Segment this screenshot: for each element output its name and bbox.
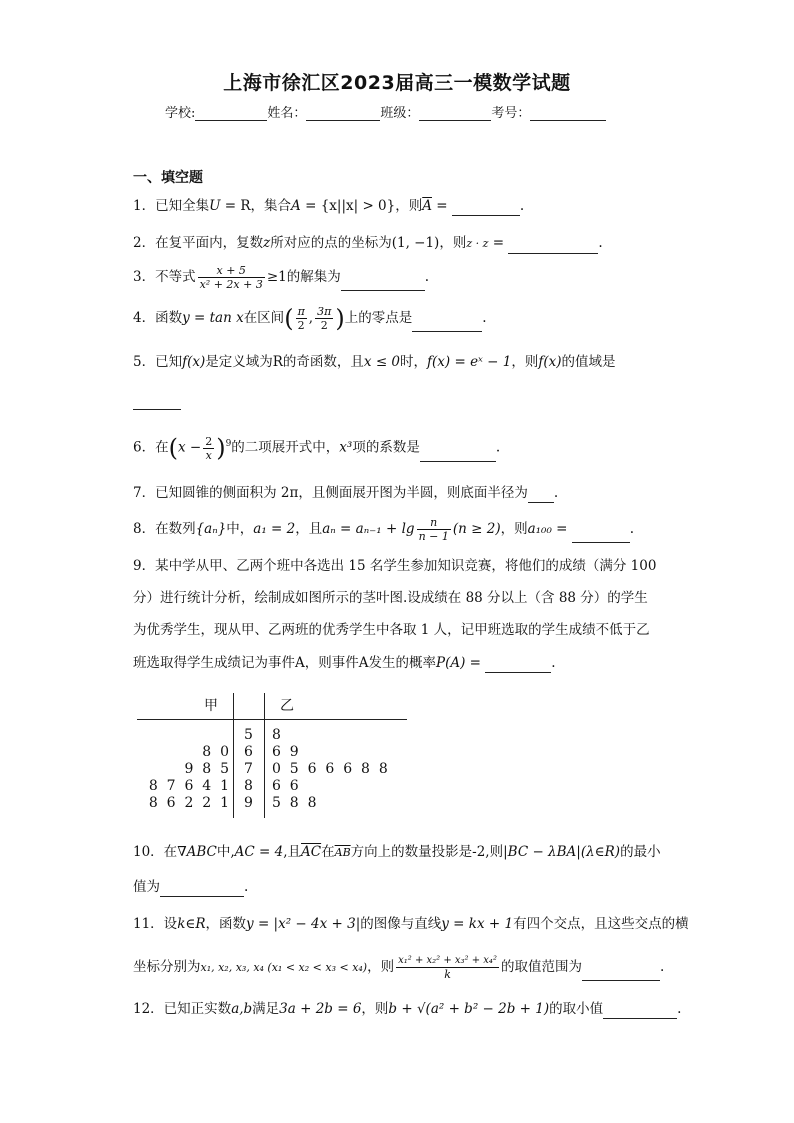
question-6: 6．在(x − $\frac{2}{x}$ )$^9$的二项展开式中，x³项的系数是 . bbox=[133, 434, 501, 462]
question-12: 12．已知正实数a,b满足3a + 2b = 6，则b + √(a² + b² − 2b + 1)的取小值 . bbox=[133, 1001, 682, 1017]
stem-row-right: 6 9 bbox=[272, 744, 299, 760]
q11-text-5: 坐标分别为 bbox=[133, 959, 201, 975]
q10-vec-ac: $\overline{AC}$ bbox=[301, 844, 322, 860]
q1-var-u: U bbox=[209, 198, 221, 214]
q5-text-3: 时， bbox=[400, 354, 428, 370]
stem-divider-left bbox=[233, 693, 234, 818]
q3-text: 3．不等式 bbox=[133, 269, 196, 285]
name-label: 姓名： bbox=[267, 106, 307, 121]
q9-eq: = bbox=[465, 655, 486, 671]
q5-text-4: ，则 bbox=[511, 354, 539, 370]
student-info-line bbox=[165, 102, 606, 121]
question-9-line-3: 为优秀学生，现从甲、乙两班的优秀学生中各取 1 人，记甲班选取的学生成绩不低于乙 bbox=[133, 622, 650, 638]
q6-text-2: 的二项展开式中， bbox=[231, 439, 340, 456]
q2-answer-blank[interactable] bbox=[508, 239, 598, 254]
q1-complement-a: $\overline{A}$ bbox=[422, 198, 432, 214]
stem-row-right: 8 bbox=[272, 727, 281, 743]
q6-text: 6．在 bbox=[133, 439, 169, 456]
stem-row-stem: 5 bbox=[244, 727, 253, 743]
q1-text: 1．已知全集 bbox=[133, 198, 210, 214]
q8-text-4: ，则 bbox=[500, 521, 528, 537]
stem-header-rule bbox=[137, 719, 407, 720]
question-11 bbox=[133, 914, 689, 934]
q10-text-7: 值为 bbox=[133, 879, 160, 895]
class-blank[interactable] bbox=[419, 106, 491, 121]
q9-text: 班选取得学生成绩记为事件A，则事件A发生的概率 bbox=[133, 655, 436, 671]
q11-answer-blank[interactable] bbox=[582, 966, 660, 981]
q6-answer-blank[interactable] bbox=[420, 447, 496, 462]
q8-text: 8．在数列 bbox=[133, 521, 196, 537]
question-9-line-1: 9．某中学从甲、乙两个班中各选出 15 名学生参加知识竞赛，将他们的成绩（满分 100 bbox=[133, 558, 657, 574]
q5-fx-2: f(x) bbox=[538, 354, 562, 370]
q8-seq: {aₙ} bbox=[195, 521, 227, 537]
q12-text: 12．已知正实数 bbox=[133, 1001, 232, 1017]
question-8: 8．在数列{aₙ}中，a₁ = 2，且aₙ = aₙ₋₁ + lg $\frac{n}{n - 1}$ (n ≥ 2)，则a₁₀₀ = . bbox=[133, 516, 635, 543]
q4-answer-blank[interactable] bbox=[412, 317, 482, 332]
q10-ac: AC = 4 bbox=[234, 844, 284, 860]
q6-term: x³ bbox=[339, 439, 353, 456]
stem-left-header: 甲 bbox=[204, 698, 218, 714]
q8-a1: a₁ = 2 bbox=[253, 521, 296, 537]
q11-text-7: 的取值范围为 bbox=[500, 959, 582, 975]
q12-answer-blank[interactable] bbox=[603, 1004, 677, 1019]
q2-expr: z · z bbox=[466, 237, 489, 250]
q4-frac-2: $\frac{3\pi}{2}$ bbox=[317, 305, 332, 332]
question-1: 1．已知全集U = R，集合A = {x||x| > 0}，则$\overline{A}$ = . bbox=[133, 198, 525, 214]
q8-recurrence: aₙ = aₙ₋₁ + lg bbox=[322, 521, 415, 537]
q4-text-2: 在区间 bbox=[243, 310, 285, 326]
q6-text-3: 项的系数是 bbox=[352, 439, 420, 456]
q1-text-2: = R，集合 bbox=[220, 198, 292, 214]
q10-text: 10．在 bbox=[133, 844, 178, 860]
question-7: 7．已知圆锥的侧面积为 2π，且侧面展开图为半圆，则底面半径为 . bbox=[133, 485, 559, 501]
q2-text: 2．在复平面内，复数 bbox=[133, 235, 264, 251]
q11-line: y = kx + 1 bbox=[441, 916, 514, 932]
q4-function: y = tan x bbox=[182, 310, 244, 326]
class-label: 班级： bbox=[380, 106, 420, 121]
stem-right-header: 乙 bbox=[280, 698, 294, 714]
q4-text: 4．函数 bbox=[133, 310, 183, 326]
stem-row-stem: 6 bbox=[244, 744, 253, 760]
q9-pa: P(A) bbox=[436, 655, 466, 671]
q5-def: f(x) = eˣ − 1 bbox=[427, 354, 512, 370]
q11-text-6: ，则 bbox=[367, 959, 395, 975]
question-5-answer-line bbox=[133, 390, 181, 410]
q10-triangle: ∇ABC bbox=[177, 844, 217, 860]
q1-eq: = bbox=[431, 198, 452, 214]
q11-fraction: $\frac{\text{x₁² + x₂² + x₃² + x₄²}}{k}$ bbox=[398, 955, 497, 981]
stem-row-stem: 9 bbox=[244, 795, 253, 811]
q7-answer-blank[interactable] bbox=[528, 488, 554, 503]
q3-text-2: ≥1的解集为 bbox=[266, 269, 341, 285]
question-5 bbox=[133, 352, 616, 372]
q8-text-3: ，且 bbox=[295, 521, 323, 537]
id-label: 考号： bbox=[491, 106, 531, 121]
question-4: 4．函数y = tan x在区间( $\frac{\pi}{2}$ , $\frac{3\pi}{2}$ )上的零点是 . bbox=[133, 304, 487, 333]
stem-row-left: 8 6 2 2 1 bbox=[148, 795, 229, 811]
q10-vec-ab: $\overline{AB}$ bbox=[334, 846, 351, 859]
q4-frac-1: $\frac{\pi}{2}$ bbox=[297, 305, 305, 332]
q8-text-2: 中， bbox=[226, 521, 254, 537]
stem-row-stem: 7 bbox=[244, 761, 253, 777]
q8-answer-blank[interactable] bbox=[572, 528, 630, 543]
q10-text-6: 的最小 bbox=[620, 844, 661, 860]
question-3: 3．不等式 $\frac{x + 5}{\text{x² + 2x + 3}}$ ≥1的解集为 . bbox=[133, 264, 430, 291]
q10-text-3: ,且 bbox=[283, 844, 302, 860]
stem-row-left: 8 0 bbox=[202, 744, 229, 760]
q10-lambda: (λ∈R) bbox=[580, 844, 621, 860]
stem-row-stem: 8 bbox=[244, 778, 253, 794]
q7-text: 7．已知圆锥的侧面积为 2π，且侧面展开图为半圆，则底面半径为 bbox=[133, 485, 528, 501]
q3-answer-blank[interactable] bbox=[341, 276, 425, 291]
q1-text-3: = {x||x| > 0}，则 bbox=[300, 198, 423, 214]
q8-a100: a₁₀₀ bbox=[527, 521, 552, 537]
q5-fx: f(x) bbox=[182, 354, 206, 370]
q11-text-2: ，函数 bbox=[205, 916, 247, 932]
q10-text-4: 在 bbox=[321, 844, 335, 860]
question-10 bbox=[133, 842, 661, 863]
q11-func: y = |x² − 4x + 3| bbox=[246, 916, 361, 932]
q8-eq: = bbox=[551, 521, 572, 537]
id-blank[interactable] bbox=[530, 106, 606, 121]
q2-var-z: z bbox=[263, 235, 271, 251]
name-blank[interactable] bbox=[306, 106, 380, 121]
q12-text-3: ，则 bbox=[361, 1001, 389, 1017]
stem-row-right: 5 8 8 bbox=[272, 795, 317, 811]
q11-text-3: 的图像与直线 bbox=[360, 916, 442, 932]
question-9-line-4: 班选取得学生成绩记为事件A，则事件A发生的概率P(A) = . bbox=[133, 655, 556, 671]
question-11-line-2: 坐标分别为x₁, x₂, x₃, x₄ (x₁ < x₂ < x₃ < x₄)，则 $\frac{\text{x₁² + x₂² + x₃² + x₄²}}{k}$ 的取值范围为 . bbox=[133, 955, 665, 981]
q10-answer-blank[interactable] bbox=[160, 882, 244, 897]
q10-text-2: 中, bbox=[216, 844, 235, 860]
q11-k: k∈R bbox=[177, 916, 206, 932]
q12-constraint: 3a + 2b = 6 bbox=[279, 1001, 362, 1017]
q2-text-2: 所对应的点的坐标为(1, −1)，则 bbox=[270, 235, 467, 251]
q5-text-5: 的值域是 bbox=[561, 354, 616, 370]
stem-divider-right bbox=[264, 693, 265, 818]
q1-var-a: A bbox=[291, 198, 301, 214]
stem-row-left: 8 7 6 4 1 bbox=[148, 778, 229, 794]
page-title: 上海市徐汇区2023届高三一模数学试题 bbox=[223, 72, 571, 94]
school-blank[interactable] bbox=[195, 106, 267, 121]
q5-text: 5．已知 bbox=[133, 354, 183, 370]
q10-text-5: 方向上的数量投影是-2,则 bbox=[350, 844, 504, 860]
q6-exponent: 9 bbox=[225, 439, 232, 449]
question-9-line-2: 分）进行统计分析，绘制成如图所示的茎叶图.设成绩在 88 分以上（含 88 分）的学生 bbox=[133, 590, 648, 606]
q5-text-2: 是定义域为R的奇函数，且 bbox=[205, 354, 364, 370]
q10-expr: |BC − λBA| bbox=[503, 844, 581, 860]
q5-answer-blank[interactable] bbox=[133, 395, 181, 410]
q6-expr: x − bbox=[177, 439, 202, 456]
question-10-line-2: 值为 . bbox=[133, 879, 249, 895]
q12-text-2: 满足 bbox=[252, 1001, 280, 1017]
q12-expr: b + √(a² + b² − 2b + 1) bbox=[388, 1001, 550, 1017]
q5-cond: x ≤ 0 bbox=[363, 354, 401, 370]
q1-answer-blank[interactable] bbox=[452, 201, 520, 216]
q8-fraction: $\frac{n}{n - 1}$ bbox=[418, 516, 449, 543]
stem-row-left: 9 8 5 bbox=[184, 761, 229, 777]
q2-eq: = bbox=[488, 235, 509, 251]
q12-vars: a,b bbox=[231, 1001, 253, 1017]
q3-fraction: $\frac{x + 5}{\text{x² + 2x + 3}}$ bbox=[199, 264, 263, 291]
q11-roots: x₁, x₂, x₃, x₄ (x₁ < x₂ < x₃ < x₄) bbox=[200, 961, 368, 974]
q6-fraction: $\frac{2}{x}$ bbox=[205, 434, 213, 462]
question-2: 2．在复平面内，复数z所对应的点的坐标为(1, −1)，则z · z = . bbox=[133, 233, 603, 254]
stem-row-right: 6 6 bbox=[272, 778, 299, 794]
q8-cond: (n ≥ 2) bbox=[452, 521, 501, 537]
q11-text-4: 有四个交点，且这些交点的横 bbox=[513, 916, 689, 932]
stem-row-right: 0 5 6 6 6 8 8 bbox=[272, 761, 388, 777]
section-title: 一、填空题 bbox=[133, 170, 203, 186]
q9-answer-blank[interactable] bbox=[485, 658, 551, 673]
q4-text-3: 上的零点是 bbox=[344, 310, 413, 326]
q11-text: 11．设 bbox=[133, 916, 178, 932]
school-label: 学校: bbox=[165, 106, 196, 121]
q12-text-4: 的取小值 bbox=[549, 1001, 604, 1017]
